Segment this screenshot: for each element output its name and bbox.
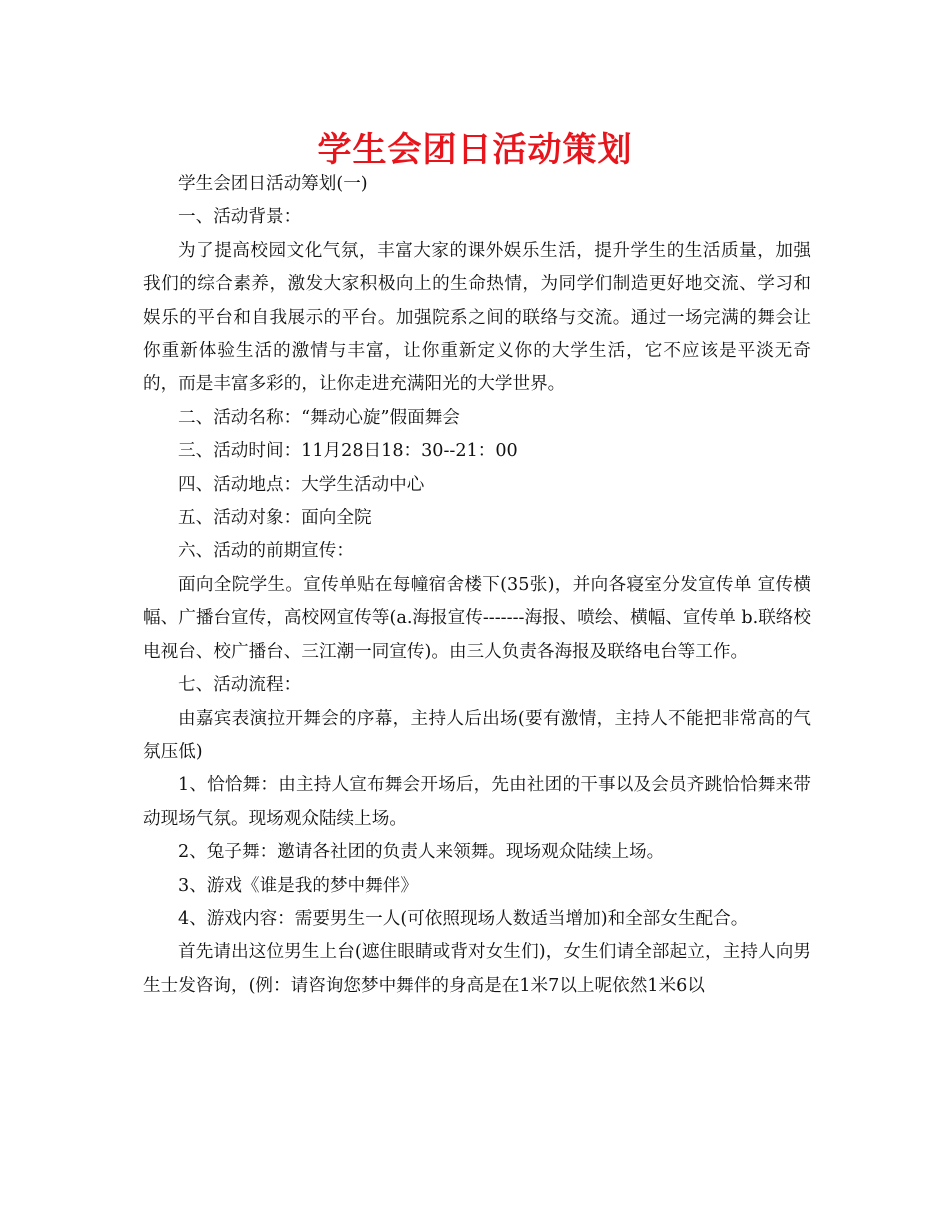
paragraph-subtitle: 学生会团日活动筹划(一)	[178, 174, 368, 194]
paragraph-process-step-4: 4、游戏内容：需要男生一人(可依照现场人数适当增加)和全部女生配合。	[178, 908, 749, 929]
paragraph-heading-background: 一、活动背景：	[178, 207, 302, 228]
paragraph-activity-audience: 五、活动对象：面向全院	[178, 508, 372, 529]
paragraph-process-step-3: 3、游戏《谁是我的梦中舞伴》	[178, 875, 418, 896]
paragraph-publicity: 面向全院学生。宣传单贴在每幢宿舍楼下(35张)，并向各寝室分发宣传单 宣传横幅、广播台宣传，高校网宣传等(a.海报宣传-------海报、喷绘、横幅、宣传单 b.联络校电视台、校广播台、三江潮一同宣传)。由三人负责各海报及联络电台等工作。	[143, 574, 811, 662]
paragraph-process-step-2: 2、兔子舞：邀请各社团的负责人来领舞。现场观众陆续上场。	[178, 842, 665, 863]
paragraph-process-step-1: 1、恰恰舞：由主持人宣布舞会开场后，先由社团的干事以及会员齐跳恰恰舞来带动现场气氛。现场观众陆续上场。	[143, 775, 811, 829]
paragraph-heading-publicity: 六、活动的前期宣传：	[178, 541, 354, 562]
document-title: 学生会团日活动策划	[317, 130, 633, 170]
paragraph-activity-name: 二、活动名称：“舞动心旋”假面舞会	[178, 407, 460, 428]
document-body	[143, 168, 811, 1003]
paragraph-process-intro: 由嘉宾表演拉开舞会的序幕，主持人后出场(要有激情，主持人不能把非常高的气氛压低)	[143, 708, 811, 762]
paragraph-activity-location: 四、活动地点：大学生活动中心	[178, 474, 425, 495]
paragraph-game-description: 首先请出这位男生上台(遮住眼睛或背对女生们)，女生们请全部起立，主持人向男生士发咨询，(例：请咨询您梦中舞伴的身高是在1米7以上呢依然1米6以	[143, 942, 811, 996]
paragraph-background: 为了提高校园文化气氛，丰富大家的课外娱乐生活，提升学生的生活质量，加强我们的综合素养，激发大家积极向上的生命热情，为同学们制造更好地交流、学习和娱乐的平台和自我展示的平台。加强院系之间的联络与交流。通过一场完满的舞会让你重新体验生活的激情与丰富，让你重新定义你的大学生活，它不应该是平淡无奇的，而是丰富多彩的，让你走进充满阳光的大学世界。	[143, 240, 811, 395]
paragraph-activity-time: 三、活动时间：11月28日18：30--21：00	[178, 441, 518, 462]
paragraph-heading-process: 七、活动流程：	[178, 675, 302, 696]
